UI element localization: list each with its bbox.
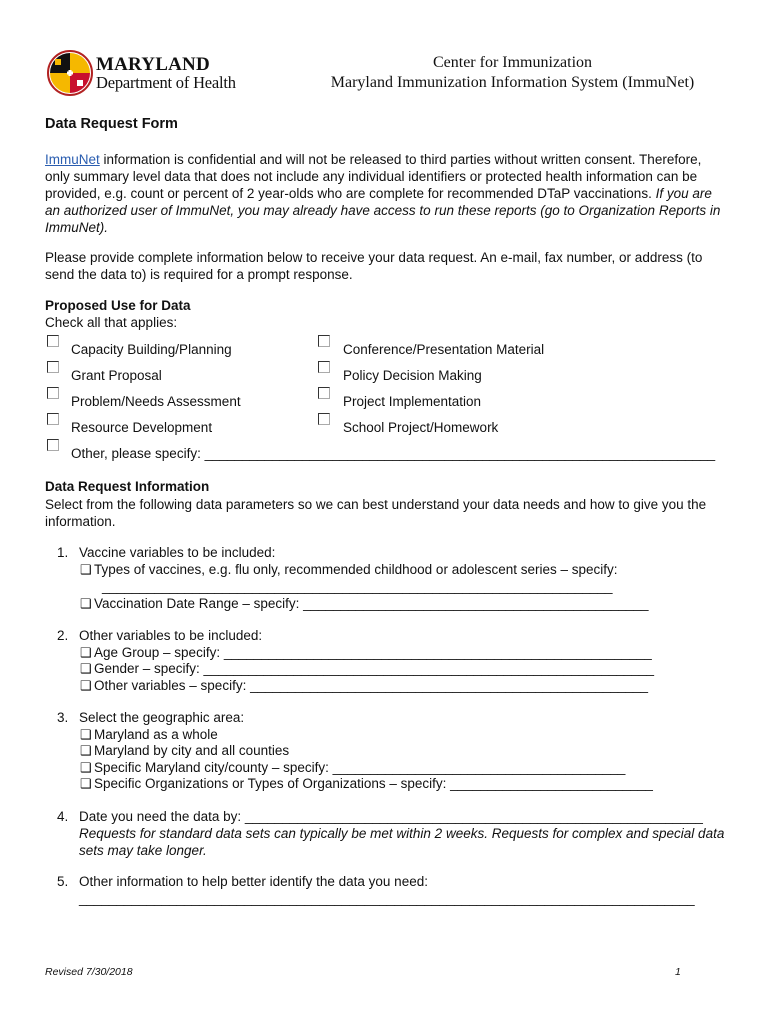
- data-request-description: Select from the following data parameters so we can best understand your data needs and how to give you the information.: [45, 497, 707, 529]
- proposed-use-title: Proposed Use for Data: [45, 298, 191, 313]
- item-1-title: Vaccine variables to be included:: [79, 545, 276, 560]
- checkbox-conference[interactable]: [318, 335, 330, 347]
- item-1-number: 1.: [57, 545, 69, 560]
- item-4-title[interactable]: Date you need the data by: _____________________________________________________________: [79, 809, 703, 824]
- item-1a[interactable]: [80, 561, 618, 578]
- checkbox-other[interactable]: [47, 439, 59, 451]
- intro-paragraph: [45, 151, 725, 236]
- checkbox-icon[interactable]: ❑: [80, 562, 92, 577]
- logo-name: MARYLAND: [96, 54, 210, 75]
- checkbox-icon[interactable]: ❑: [80, 727, 92, 742]
- checkbox-icon[interactable]: ❑: [80, 596, 92, 611]
- checkbox-icon[interactable]: ❑: [80, 645, 92, 660]
- item-2-number: 2.: [57, 628, 69, 643]
- option-problem-needs: Problem/Needs Assessment: [71, 394, 241, 409]
- item-1b-text: Vaccination Date Range – specify: ______________________________________________: [94, 596, 649, 611]
- option-school-project: School Project/Homework: [343, 420, 499, 435]
- option-capacity-building: Capacity Building/Planning: [71, 342, 232, 357]
- item-3a[interactable]: [80, 726, 218, 743]
- option-resource-development: Resource Development: [71, 420, 213, 435]
- item-3a-text: Maryland as a whole: [94, 727, 218, 742]
- maryland-flag-icon: [47, 50, 93, 96]
- checkbox-icon[interactable]: ❑: [80, 776, 92, 791]
- item-3c-text: Specific Maryland city/county – specify: _______________________________________: [94, 760, 626, 775]
- option-conference: Conference/Presentation Material: [343, 342, 545, 357]
- checkbox-icon[interactable]: ❑: [80, 760, 92, 775]
- item-4-number: 4.: [57, 809, 69, 824]
- item-1a-text: Types of vaccines, e.g. flu only, recommended childhood or adolescent series – specify:: [94, 562, 618, 577]
- item-2c-text: Other variables – specify: _____________________________________________________: [94, 678, 648, 693]
- maryland-health-logo: [47, 50, 237, 100]
- checkbox-problem-needs[interactable]: [47, 387, 59, 399]
- checkbox-grant-proposal[interactable]: [47, 361, 59, 373]
- item-1a-line[interactable]: ____________________________________________________________________: [102, 579, 613, 594]
- form-title: Data Request Form: [45, 116, 178, 132]
- header-title-line1: Center for Immunization: [432, 54, 593, 71]
- proposed-use-subtitle: Check all that applies:: [45, 315, 178, 330]
- item-3-number: 3.: [57, 710, 69, 725]
- item-2a[interactable]: [80, 644, 652, 661]
- item-2a-text: Age Group – specify: _________________________________________________________: [94, 645, 652, 660]
- item-3d-text: Specific Organizations or Types of Organizations – specify: ___________________________: [94, 776, 653, 791]
- checkbox-capacity-building[interactable]: [47, 335, 59, 347]
- option-policy: Policy Decision Making: [343, 368, 482, 383]
- item-1b[interactable]: [80, 595, 649, 612]
- item-5-title: Other information to help better identify the data you need:: [79, 874, 428, 889]
- item-2b[interactable]: [80, 660, 654, 677]
- header-title-line2: Maryland Immunization Information System (ImmuNet): [330, 74, 695, 91]
- checkbox-policy[interactable]: [318, 361, 330, 373]
- data-request-title: Data Request Information: [45, 479, 210, 494]
- item-2c[interactable]: [80, 677, 648, 694]
- checkbox-icon[interactable]: ❑: [80, 743, 92, 758]
- provide-paragraph: Please provide complete information below to receive your data request. An e-mail, fax number, or address (to send the data to) is required for a prompt response.: [45, 250, 703, 282]
- immunet-link[interactable]: ImmuNet: [45, 152, 100, 167]
- option-project-implementation: Project Implementation: [343, 394, 482, 409]
- item-3b[interactable]: [80, 742, 289, 759]
- item-5-line[interactable]: __________________________________________________________________________________: [79, 891, 695, 906]
- item-3d[interactable]: [80, 775, 653, 792]
- logo-subtitle: Department of Health: [96, 73, 236, 92]
- item-3c[interactable]: [80, 759, 625, 776]
- item-2-title: Other variables to be included:: [79, 628, 263, 643]
- checkbox-project-implementation[interactable]: [318, 387, 330, 399]
- item-4-note: Requests for standard data sets can typically be met within 2 weeks. Requests for complex and special data sets may take longer.: [79, 826, 725, 858]
- page-header: [300, 53, 725, 93]
- checkbox-icon[interactable]: ❑: [80, 678, 92, 693]
- item-3-title: Select the geographic area:: [79, 710, 245, 725]
- option-other-specify[interactable]: Other, please specify: ____________________________________________________________________: [71, 446, 716, 461]
- checkbox-resource-development[interactable]: [47, 413, 59, 425]
- checkbox-icon[interactable]: ❑: [80, 661, 92, 676]
- intro-text: information is confidential and will not be released to third parties without written consent. Therefore, only summary level data that does not include any individual identifiers or protected health information can be provided, e.g. count or percent of 2 year-olds who are complete for recommended DTaP vaccinations.: [45, 152, 702, 201]
- option-grant-proposal: Grant Proposal: [71, 368, 162, 383]
- intro-italic-note: If you are an authorized user of ImmuNet, you may already have access to run these reports (go to Organization Reports in ImmuNet).: [45, 186, 721, 235]
- item-5-number: 5.: [57, 874, 69, 889]
- checkbox-school-project[interactable]: [318, 413, 330, 425]
- footer-revised: Revised 7/30/2018: [45, 966, 133, 978]
- footer-page-number: 1: [675, 966, 681, 978]
- item-3b-text: Maryland by city and all counties: [94, 743, 290, 758]
- item-2b-text: Gender – specify: ____________________________________________________________: [94, 661, 655, 676]
